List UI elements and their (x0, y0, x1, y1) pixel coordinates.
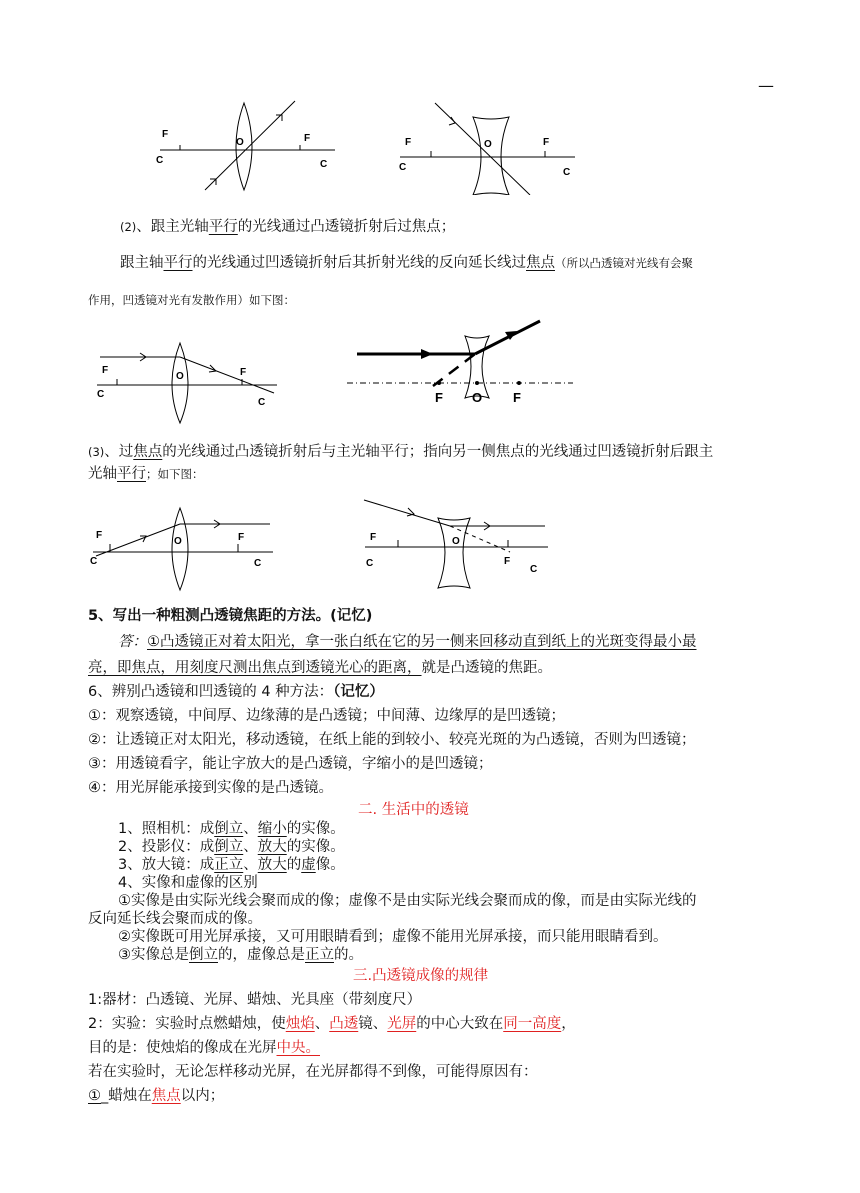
label-C: C (258, 397, 266, 408)
label-F: F (96, 530, 103, 541)
equipment-line: 1:器材：凸透镜、光屏、蜡烛、光具座（带刻度尺） (88, 992, 422, 1008)
label-F: F (435, 390, 443, 405)
text: 6、辨别凸透镜和凹透镜的 4 种方法： (88, 684, 334, 700)
label-O: O (484, 139, 492, 150)
para-2-line1 (120, 217, 455, 237)
label-C: C (320, 159, 328, 170)
text: 光轴 (88, 466, 117, 482)
label-F: F (162, 129, 169, 140)
figure-concave-lens-focus-ray (360, 492, 555, 592)
answer-text: 就是凸透镜的焦距。 (421, 660, 552, 676)
corner-dash: — (758, 76, 774, 95)
text: 、过 (104, 444, 134, 460)
label-F: F (238, 532, 245, 543)
text: 的光线通过凸透镜折射后过焦点； (237, 219, 456, 235)
label-C: C (90, 556, 98, 567)
label-C: C (399, 162, 407, 173)
label-F: F (504, 556, 511, 567)
label-C: C (366, 558, 374, 569)
label-O: O (176, 371, 184, 382)
section-5-title: 5、写出一种粗测凸透镜焦距的方法。(记忆) (88, 608, 373, 624)
para-3-line2 (88, 464, 204, 484)
item-number: (2) (120, 220, 137, 234)
label-F: F (370, 532, 377, 543)
item-number: (3) (88, 445, 105, 459)
real-virtual-heading: 4、实像和虚像的区别 (118, 875, 258, 891)
answer-text: 亮，即焦点，用刻度尺测出焦点到透镜光心的距离， (88, 660, 422, 676)
method-4: ④：用光屏能承接到实像的是凸透镜。 (88, 780, 333, 796)
label-O: O (174, 536, 182, 547)
camera-line: 1、照相机：成倒立、缩小的实像。 (118, 821, 345, 837)
para-2-line3: 作用，凹透镜对光有发散作用）如下图： (88, 293, 295, 307)
label-F: F (405, 137, 412, 148)
label-F: F (304, 133, 311, 144)
label-C: C (530, 564, 538, 575)
real-virtual-point-1a: ①实像是由实际光线会聚而成的像；虚像不是由实际光线会聚而成的像，而是由实际光线的 (118, 893, 697, 909)
label-C: C (156, 155, 164, 166)
real-virtual-point-1b: 反向延长线会聚而成的像。 (88, 911, 262, 927)
label-O: O (472, 390, 483, 405)
label-O: O (236, 137, 244, 148)
section-2-heading: 二. 生活中的透镜 (358, 802, 469, 818)
figure-concave-lens-center-ray (395, 95, 585, 195)
label-F: F (102, 365, 109, 376)
figure-concave-lens-parallel-ray (345, 318, 575, 408)
para-2-line2 (120, 253, 693, 273)
label-C: C (254, 558, 262, 569)
figure-convex-lens-focus-ray (88, 502, 278, 597)
label-F: F (513, 390, 521, 405)
text: ；如下图： (146, 467, 204, 481)
text: 跟主轴 (120, 255, 164, 271)
experiment-line: 2：实验：实验时点燃蜡烛，使烛焰、凸透镜、光屏的中心大致在同一高度， (88, 1016, 576, 1032)
method-2: ②：让透镜正对太阳光，移动透镜，在纸上能的到较小、较亮光斑的为凸透镜，否则为凹透镜； (88, 732, 696, 748)
method-1: ①：观察透镜，中间厚、边缘薄的是凸透镜；中间薄、边缘厚的是凹透镜； (88, 708, 565, 724)
magnifier-line: 3、放大镜：成正立、放大的虚像。 (118, 857, 345, 873)
section-5-answer-line1 (118, 632, 697, 652)
figure-convex-lens-parallel-ray (92, 335, 282, 430)
underlined-term: 平行 (208, 219, 238, 235)
figure-convex-lens-center-ray (150, 95, 340, 195)
method-3: ③：用透镜看字，能让字放大的是凸透镜，字缩小的是凹透镜； (88, 756, 493, 772)
underlined-term: 平行 (117, 466, 146, 482)
text: （记忆） (333, 684, 384, 700)
answer-text: ①凸透镜正对着太阳光，拿一张白纸在它的另一侧来回移动直到纸上的光斑变得最小最 (147, 634, 697, 650)
note: （所以凸透镜对光线有会聚 (555, 256, 693, 270)
underlined-term: 焦点 (133, 444, 163, 460)
section-6-title (88, 682, 384, 702)
real-virtual-point-2: ②实像既可用光屏承接，又可用眼睛看到；虚像不能用光屏承接，而只能用眼睛看到。 (118, 929, 668, 945)
para-3-line1 (88, 442, 713, 462)
projector-line: 2、投影仪：成倒立、放大的实像。 (118, 839, 345, 855)
section-5-answer-line2 (88, 658, 552, 678)
reason-1-line: ①_蜡烛在焦点以内； (88, 1088, 225, 1104)
label-O: O (452, 536, 460, 547)
label-C: C (563, 167, 571, 178)
section-3-heading: 三.凸透镜成像的规律 (353, 968, 489, 984)
label-C: C (97, 389, 105, 400)
real-virtual-point-3: ③实像总是倒立的，虚像总是正立的。 (118, 947, 363, 963)
label-F: F (240, 367, 247, 378)
underlined-term: 平行 (163, 255, 193, 271)
purpose-line: 目的是：使烛焰的像成在光屏中央。 (88, 1040, 320, 1056)
label-F: F (543, 137, 550, 148)
no-image-line: 若在实验时，无论怎样移动光屏，在光屏都得不到像，可能得原因有： (88, 1064, 538, 1080)
underlined-term: 焦点 (526, 255, 555, 271)
text: 的光线通过凹透镜折射后其折射光线的反向延长线过 (192, 255, 526, 271)
text: 、跟主光轴 (136, 219, 209, 235)
text: 的光线通过凸透镜折射后与主光轴平行；指向另一侧焦点的光线通过凹透镜折射后跟主 (162, 444, 714, 460)
answer-label: 答： (118, 634, 147, 650)
